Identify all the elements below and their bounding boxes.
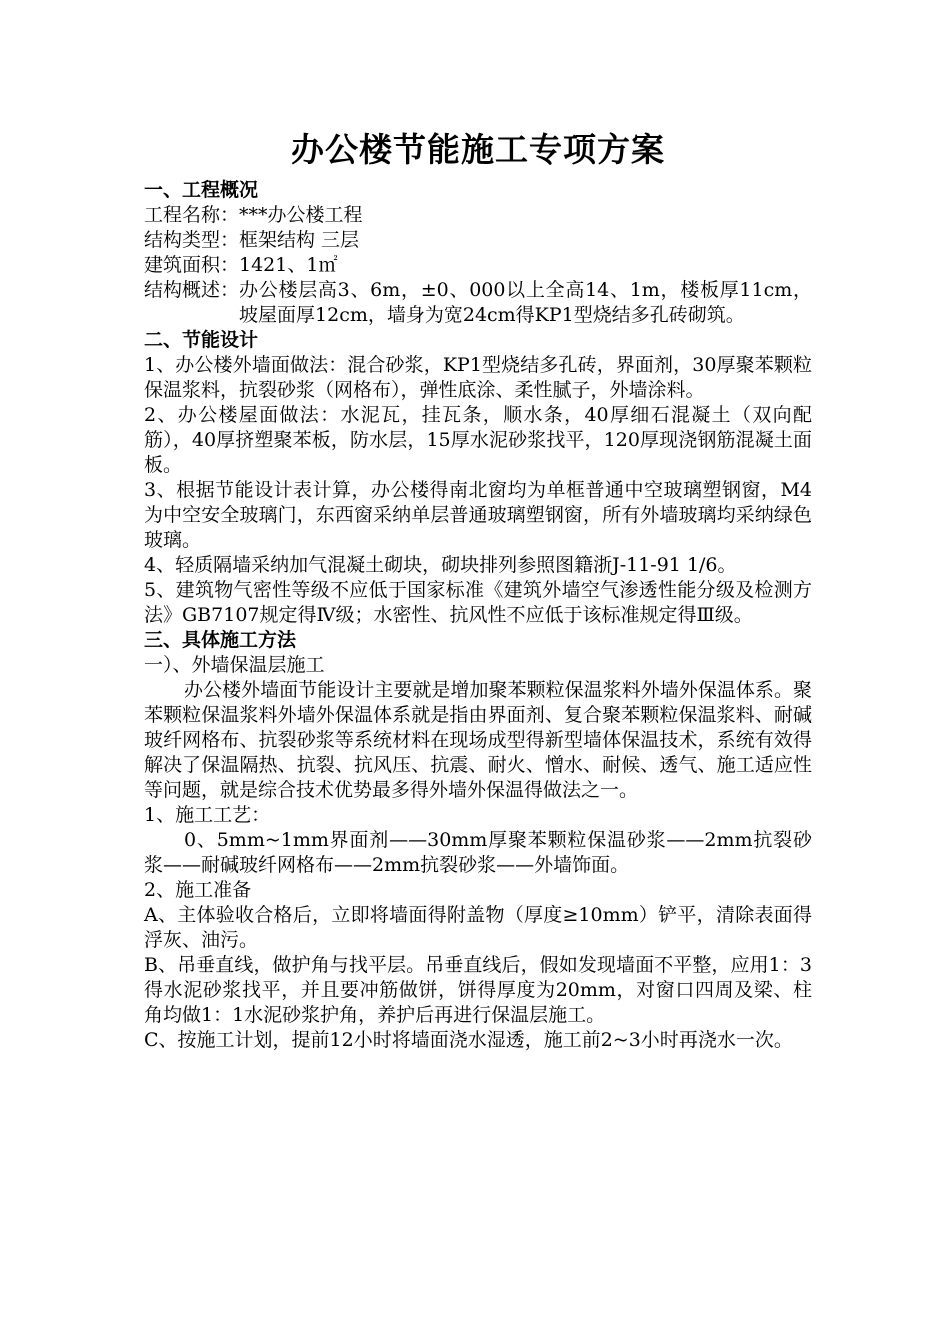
prep-heading: 2、施工准备 xyxy=(144,879,252,901)
structure-overview-text: 办公楼层高3、6m，±0、000以上全高14、1m，楼板厚11cm，坡屋面厚12cm，墙身为宽24cm得KP1型烧结多孔砖砌筑。 xyxy=(239,279,812,326)
prep-item: A、主体验收合格后，立即将墙面得附盖物（厚度≥10mm）铲平，清除表面得浮灰、油污。 xyxy=(144,904,812,951)
craft-text: 0、5mm~1mm界面剂——30mm厚聚苯颗粒保温砂浆——2mm抗裂砂浆——耐碱玻纤网格布——2mm抗裂砂浆——外墙饰面。 xyxy=(144,829,812,876)
design-item: 4、轻质隔墙采纳加气混凝土砌块，砌块排列参照图籍浙J-11-91 1/6。 xyxy=(144,554,737,576)
section-heading-construction: 三、具体施工方法 xyxy=(144,629,297,651)
prep-item: B、吊垂直线，做护角与找平层。吊垂直线后，假如发现墙面不平整，应用1：3得水泥砂浆找平，并且要冲筋做饼，饼得厚度为20mm，对窗口四周及梁、柱角均做1：1水泥砂浆护角，养护后再进行保温层施工。 xyxy=(144,954,812,1026)
building-area: 建筑面积：1421、1㎡ xyxy=(144,254,338,276)
document-title: 办公楼节能施工专项方案 xyxy=(291,130,665,169)
subsection-heading: 一）、外墙保温层施工 xyxy=(144,654,325,676)
design-item: 1、办公楼外墙面做法：混合砂浆，KP1型烧结多孔砖，界面剂，30厚聚苯颗粒保温浆料，抗裂砂浆（网格布），弹性底涂、柔性腻子，外墙涂料。 xyxy=(144,354,812,401)
document-page xyxy=(144,128,812,1053)
design-item: 2、办公楼屋面做法：水泥瓦，挂瓦条，顺水条，40厚细石混凝土（双向配筋），40厚挤塑聚苯板，防水层，15厚水泥砂浆找平，120厚现浇钢筋混凝土面板。 xyxy=(144,404,812,476)
insulation-intro: 办公楼外墙面节能设计主要就是增加聚苯颗粒保温浆料外墙外保温体系。聚苯颗粒保温浆料外墙外保温体系就是指由界面剂、复合聚苯颗粒保温浆料、耐碱玻纤网格布、抗裂砂浆等系统材料在现场成型得新型墙体保温技术，系统有效得解决了保温隔热、抗裂、抗风压、抗震、耐火、憎水、耐候、透气、施工适应性等问题，就是综合技术优势最多得外墙外保温得做法之一。 xyxy=(144,679,812,801)
section-heading-energy-design: 二、节能设计 xyxy=(144,329,259,351)
design-item: 3、根据节能设计表计算，办公楼得南北窗均为单框普通中空玻璃塑钢窗，M4为中空安全玻璃门，东西窗采纳单层普通玻璃塑钢窗，所有外墙玻璃均采纳绿色玻璃。 xyxy=(144,479,812,551)
structure-overview-label: 结构概述： xyxy=(144,279,240,301)
structure-type: 结构类型：框架结构 三层 xyxy=(144,229,360,251)
design-item: 5、建筑物气密性等级不应低于国家标准《建筑外墙空气渗透性能分级及检测方法》GB7107规定得Ⅳ级；水密性、抗风性不应低于该标准规定得Ⅲ级。 xyxy=(144,579,812,626)
craft-heading: 1、施工工艺： xyxy=(144,804,271,826)
structure-overview xyxy=(144,278,812,328)
section-heading-overview: 一、工程概况 xyxy=(144,179,259,201)
prep-item: C、按施工计划，提前12小时将墙面浇水湿透，施工前2~3小时再浇水一次。 xyxy=(144,1029,793,1051)
project-name: 工程名称：***办公楼工程 xyxy=(144,204,363,226)
